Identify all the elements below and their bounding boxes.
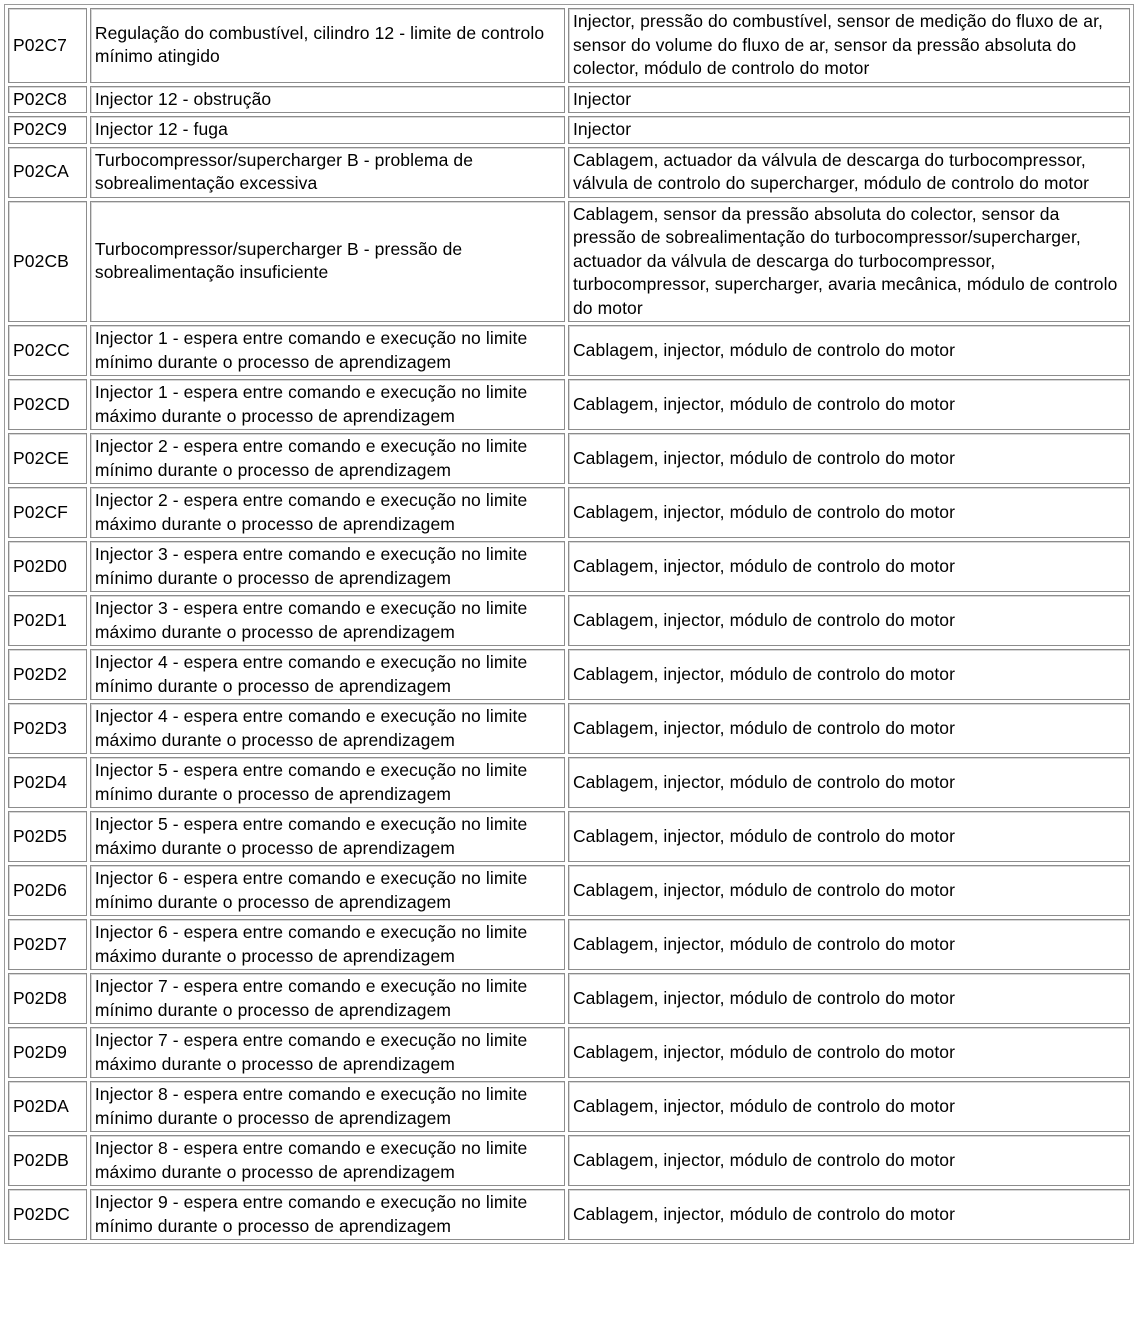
fault-code-cell: P02DB xyxy=(8,1135,87,1186)
fault-description-cell: Injector 3 - espera entre comando e execução no limite mínimo durante o processo de aprendizagem xyxy=(90,541,565,592)
fault-code-cell: P02C9 xyxy=(8,116,87,144)
fault-description-cell: Injector 6 - espera entre comando e execução no limite máximo durante o processo de aprendizagem xyxy=(90,919,565,970)
table-row xyxy=(8,595,1130,646)
table-row xyxy=(8,865,1130,916)
fault-description-cell: Injector 1 - espera entre comando e execução no limite máximo durante o processo de aprendizagem xyxy=(90,379,565,430)
possible-cause-cell: Cablagem, injector, módulo de controlo do motor xyxy=(568,811,1130,862)
fault-description-cell: Injector 7 - espera entre comando e execução no limite máximo durante o processo de aprendizagem xyxy=(90,1027,565,1078)
fault-code-cell: P02D3 xyxy=(8,703,87,754)
fault-code-cell: P02C8 xyxy=(8,86,87,114)
fault-description-cell: Injector 5 - espera entre comando e execução no limite máximo durante o processo de aprendizagem xyxy=(90,811,565,862)
table-row xyxy=(8,757,1130,808)
possible-cause-cell: Cablagem, injector, módulo de controlo do motor xyxy=(568,919,1130,970)
table-row xyxy=(8,201,1130,323)
fault-code-cell: P02D1 xyxy=(8,595,87,646)
fault-description-cell: Injector 2 - espera entre comando e execução no limite máximo durante o processo de aprendizagem xyxy=(90,487,565,538)
fault-description-cell: Turbocompressor/supercharger B - problema de sobrealimentação excessiva xyxy=(90,147,565,198)
table-row xyxy=(8,147,1130,198)
possible-cause-cell: Cablagem, injector, módulo de controlo do motor xyxy=(568,1135,1130,1186)
fault-code-cell: P02C7 xyxy=(8,8,87,83)
possible-cause-cell: Cablagem, injector, módulo de controlo do motor xyxy=(568,1081,1130,1132)
table-row xyxy=(8,1135,1130,1186)
table-row xyxy=(8,379,1130,430)
table-row xyxy=(8,86,1130,114)
fault-code-cell: P02D8 xyxy=(8,973,87,1024)
possible-cause-cell: Cablagem, injector, módulo de controlo do motor xyxy=(568,325,1130,376)
possible-cause-cell: Cablagem, injector, módulo de controlo do motor xyxy=(568,379,1130,430)
possible-cause-cell: Injector xyxy=(568,86,1130,114)
possible-cause-cell: Injector, pressão do combustível, sensor de medição do fluxo de ar, sensor do volume do fluxo de ar, sensor da pressão absoluta do colector, módulo de controlo do motor xyxy=(568,8,1130,83)
table-row xyxy=(8,1027,1130,1078)
fault-code-table xyxy=(4,4,1134,1244)
possible-cause-cell: Cablagem, injector, módulo de controlo do motor xyxy=(568,541,1130,592)
possible-cause-cell: Cablagem, injector, módulo de controlo do motor xyxy=(568,433,1130,484)
fault-description-cell: Injector 3 - espera entre comando e execução no limite máximo durante o processo de aprendizagem xyxy=(90,595,565,646)
fault-code-cell: P02CC xyxy=(8,325,87,376)
fault-description-cell: Injector 2 - espera entre comando e execução no limite mínimo durante o processo de aprendizagem xyxy=(90,433,565,484)
possible-cause-cell: Cablagem, injector, módulo de controlo do motor xyxy=(568,865,1130,916)
possible-cause-cell: Cablagem, injector, módulo de controlo do motor xyxy=(568,757,1130,808)
table-row xyxy=(8,433,1130,484)
possible-cause-cell: Cablagem, injector, módulo de controlo do motor xyxy=(568,1027,1130,1078)
fault-code-cell: P02D2 xyxy=(8,649,87,700)
table-row xyxy=(8,1189,1130,1240)
table-row xyxy=(8,325,1130,376)
fault-description-cell: Injector 6 - espera entre comando e execução no limite mínimo durante o processo de aprendizagem xyxy=(90,865,565,916)
fault-description-cell: Injector 1 - espera entre comando e execução no limite mínimo durante o processo de aprendizagem xyxy=(90,325,565,376)
possible-cause-cell: Cablagem, injector, módulo de controlo do motor xyxy=(568,487,1130,538)
table-row xyxy=(8,116,1130,144)
fault-description-cell: Injector 12 - fuga xyxy=(90,116,565,144)
possible-cause-cell: Cablagem, sensor da pressão absoluta do colector, sensor da pressão de sobrealimentação do turbocompressor/supercharger, actuador da válvula de descarga do turbocompressor, turbocompressor, supercharger, avaria mecânica, módulo de controlo do motor xyxy=(568,201,1130,323)
fault-description-cell: Turbocompressor/supercharger B - pressão de sobrealimentação insuficiente xyxy=(90,201,565,323)
fault-description-cell: Injector 4 - espera entre comando e execução no limite máximo durante o processo de aprendizagem xyxy=(90,703,565,754)
fault-code-table-body xyxy=(8,8,1130,1240)
fault-code-cell: P02DC xyxy=(8,1189,87,1240)
fault-description-cell: Injector 8 - espera entre comando e execução no limite máximo durante o processo de aprendizagem xyxy=(90,1135,565,1186)
possible-cause-cell: Injector xyxy=(568,116,1130,144)
fault-code-cell: P02CF xyxy=(8,487,87,538)
table-row xyxy=(8,1081,1130,1132)
fault-code-cell: P02D0 xyxy=(8,541,87,592)
table-row xyxy=(8,8,1130,83)
fault-description-cell: Injector 7 - espera entre comando e execução no limite mínimo durante o processo de aprendizagem xyxy=(90,973,565,1024)
fault-code-cell: P02D6 xyxy=(8,865,87,916)
fault-description-cell: Injector 5 - espera entre comando e execução no limite mínimo durante o processo de aprendizagem xyxy=(90,757,565,808)
fault-code-cell: P02CD xyxy=(8,379,87,430)
possible-cause-cell: Cablagem, injector, módulo de controlo do motor xyxy=(568,973,1130,1024)
table-row xyxy=(8,811,1130,862)
fault-description-cell: Injector 9 - espera entre comando e execução no limite mínimo durante o processo de aprendizagem xyxy=(90,1189,565,1240)
table-row xyxy=(8,487,1130,538)
table-row xyxy=(8,973,1130,1024)
possible-cause-cell: Cablagem, actuador da válvula de descarga do turbocompressor, válvula de controlo do supercharger, módulo de controlo do motor xyxy=(568,147,1130,198)
fault-code-cell: P02D9 xyxy=(8,1027,87,1078)
possible-cause-cell: Cablagem, injector, módulo de controlo do motor xyxy=(568,649,1130,700)
fault-code-cell: P02DA xyxy=(8,1081,87,1132)
possible-cause-cell: Cablagem, injector, módulo de controlo do motor xyxy=(568,595,1130,646)
table-row xyxy=(8,649,1130,700)
fault-code-cell: P02CE xyxy=(8,433,87,484)
table-row xyxy=(8,541,1130,592)
fault-description-cell: Injector 4 - espera entre comando e execução no limite mínimo durante o processo de aprendizagem xyxy=(90,649,565,700)
fault-description-cell: Injector 8 - espera entre comando e execução no limite mínimo durante o processo de aprendizagem xyxy=(90,1081,565,1132)
fault-code-cell: P02D5 xyxy=(8,811,87,862)
table-row xyxy=(8,919,1130,970)
fault-description-cell: Injector 12 - obstrução xyxy=(90,86,565,114)
fault-code-cell: P02D7 xyxy=(8,919,87,970)
table-row xyxy=(8,703,1130,754)
fault-code-cell: P02CA xyxy=(8,147,87,198)
fault-code-cell: P02CB xyxy=(8,201,87,323)
fault-code-cell: P02D4 xyxy=(8,757,87,808)
possible-cause-cell: Cablagem, injector, módulo de controlo do motor xyxy=(568,1189,1130,1240)
possible-cause-cell: Cablagem, injector, módulo de controlo do motor xyxy=(568,703,1130,754)
fault-description-cell: Regulação do combustível, cilindro 12 - limite de controlo mínimo atingido xyxy=(90,8,565,83)
